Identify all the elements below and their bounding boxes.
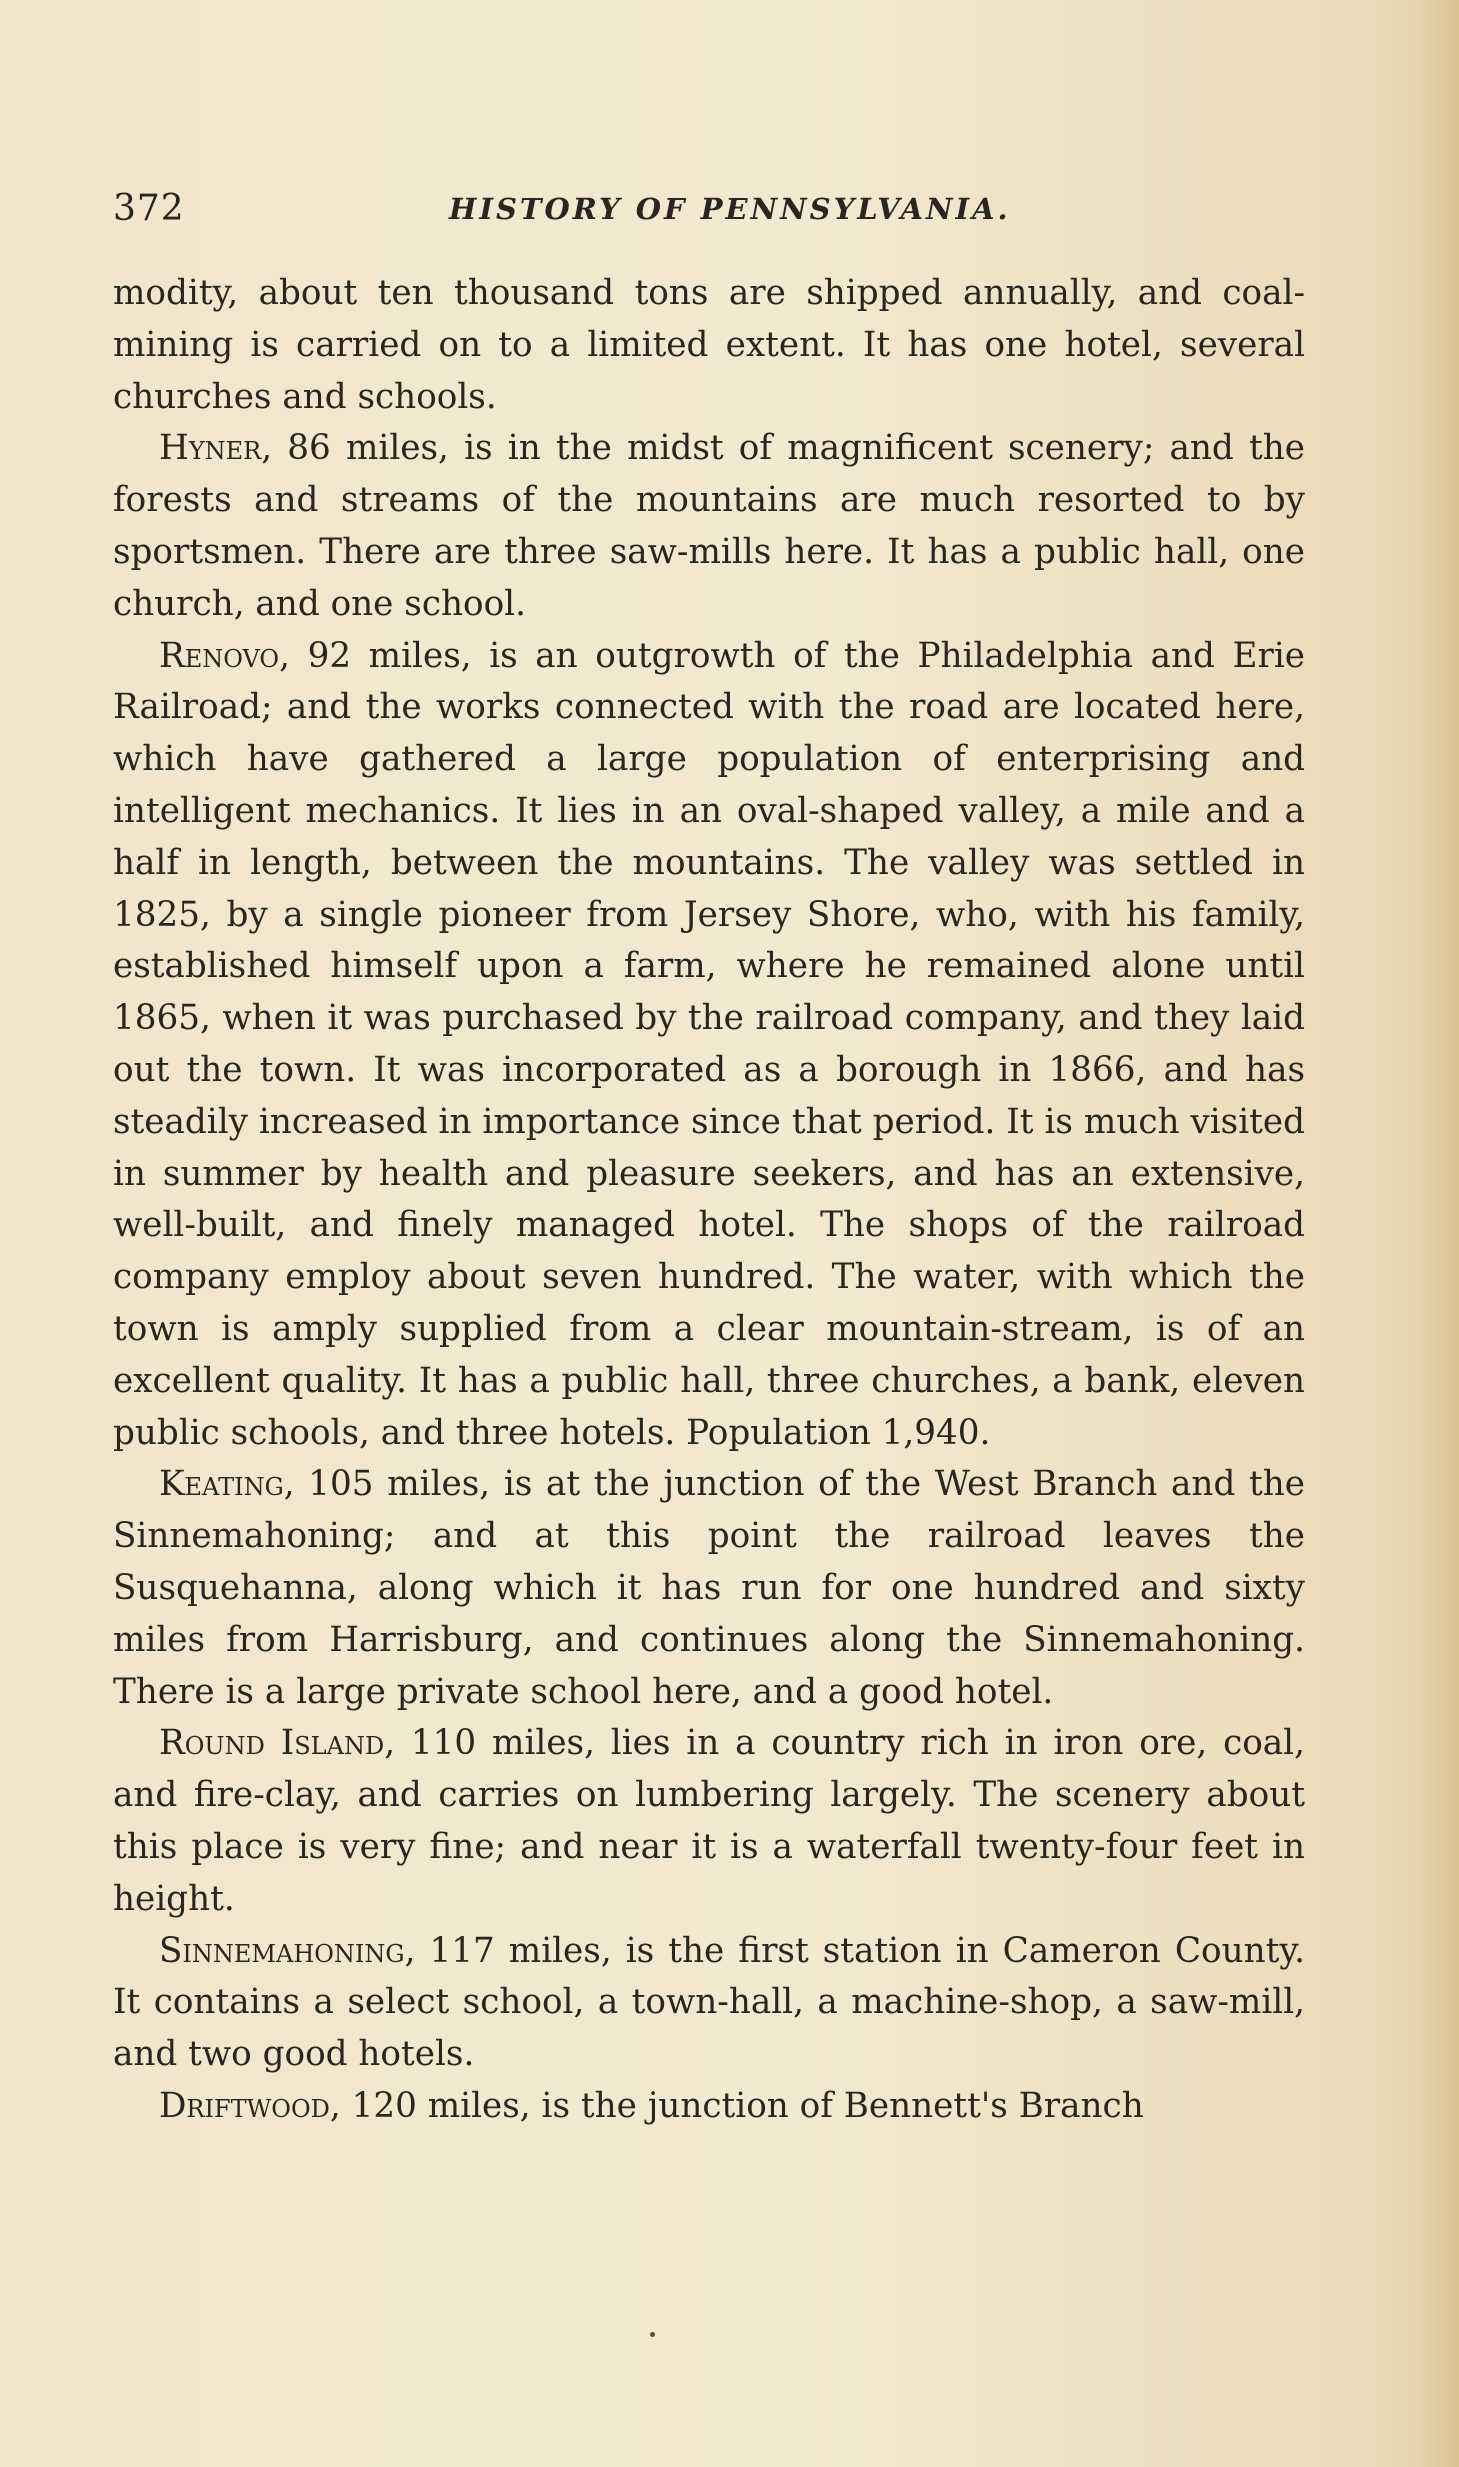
paragraph-hyner <box>113 423 1305 630</box>
paragraph-text: modity, about ten thousand tons are shipped annually, and coal-mining is carried on to a limited extent. It has one hotel, several churches and schools. <box>113 273 1305 417</box>
paragraph-continuation <box>113 268 1305 423</box>
paragraph-keating <box>113 1459 1305 1718</box>
running-title: HISTORY OF PENNSYLVANIA. <box>449 192 1011 226</box>
paragraph-text: , 110 miles, lies in a country rich in iron ore, coal, and fire-clay, and carries on lumbering largely. The scenery about this place is very fine; and near it is a waterfall twenty-four feet in height. <box>113 1723 1305 1919</box>
place-name: Sinnemahoning <box>159 1930 405 1971</box>
place-name: Renovo <box>159 635 280 676</box>
paragraph-text: , 105 miles, is at the junction of the West Branch and the Sinnemahoning; and at this point the railroad leaves the Susquehanna, along which it has run for one hundred and sixty miles from Harrisburg, and continues along the Sinnemahoning. There is a large private school here, and a good hotel. <box>113 1464 1305 1712</box>
paragraph-text: , 86 miles, is in the midst of magnificent scenery; and the forests and streams of the mountains are much resorted to by sportsmen. There are three saw-mills here. It has a public hall, one church, and one school. <box>113 428 1305 624</box>
paragraph-renovo <box>113 631 1305 1460</box>
page-edge-shade <box>1419 0 1459 2467</box>
print-speck <box>650 2332 655 2337</box>
page-header <box>113 188 1305 248</box>
place-name: Keating <box>159 1464 284 1505</box>
paragraph-driftwood <box>113 2081 1305 2133</box>
place-name: Driftwood <box>159 2085 330 2126</box>
paragraph-sinnemahoning <box>113 1926 1305 2081</box>
paragraph-round-island <box>113 1718 1305 1925</box>
body-text <box>113 268 1305 2133</box>
paragraph-text: , 92 miles, is an outgrowth of the Philadelphia and Erie Railroad; and the works connected with the road are located here, which have gathered a large population of enterprising and intelligent mechanics. It lies in an oval-shaped valley, a mile and a half in length, between the mountains. The valley was settled in 1825, by a single pioneer from Jersey Shore, who, with his family, established himself upon a farm, where he remained alone until 1865, when it was purchased by the railroad company, and they laid out the town. It was incorporated as a borough in 1866, and has steadily increased in importance since that period. It is much visited in summer by health and pleasure seekers, and has an extensive, well-built, and finely managed hotel. The shops of the railroad company employ about seven hundred. The water, with which the town is amply supplied from a clear mountain-stream, is of an excellent quality. It has a public hall, three churches, a bank, eleven public schools, and three hotels. Population 1,940. <box>113 635 1305 1453</box>
page-number: 372 <box>113 188 185 229</box>
place-name: Round Island <box>159 1723 385 1764</box>
paragraph-text: , 117 miles, is the first station in Cameron County. It contains a select school, a town-hall, a machine-shop, a saw-mill, and two good hotels. <box>113 1930 1305 2075</box>
paragraph-text: , 120 miles, is the junction of Bennett's Branch <box>329 2085 1144 2126</box>
place-name: Hyner <box>159 428 262 469</box>
